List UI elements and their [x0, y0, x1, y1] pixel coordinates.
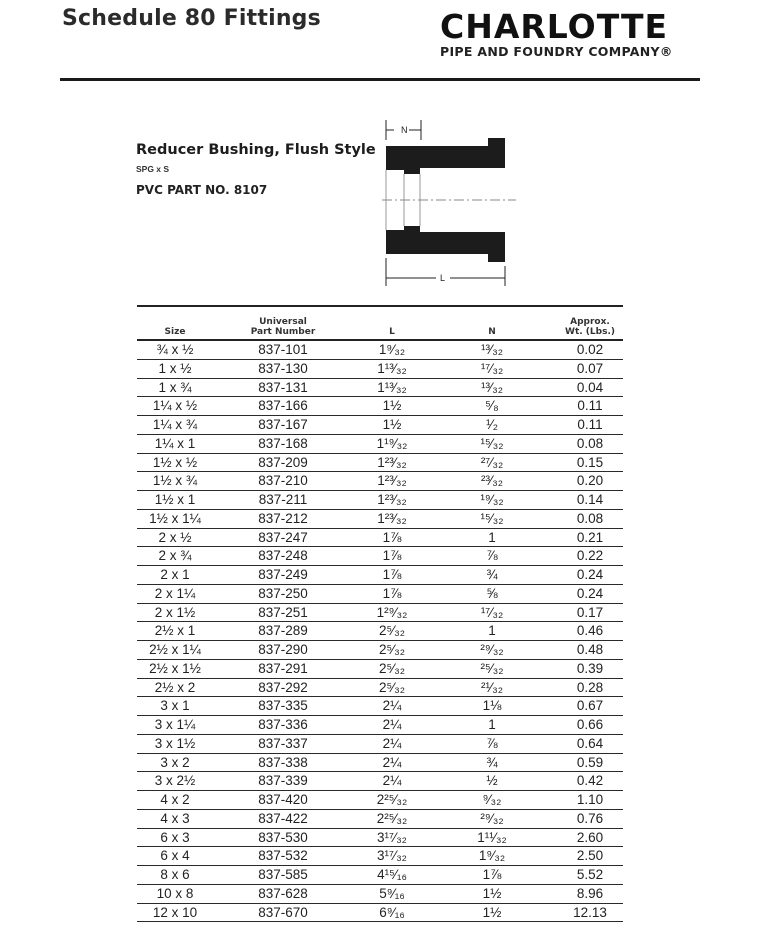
weight-cell: 0.15 [576, 454, 604, 470]
l-cell: 5⁹⁄₁₆ [379, 885, 405, 901]
col-size-header: Size [164, 327, 186, 337]
table-row [137, 454, 623, 473]
table-row [137, 791, 623, 810]
l-cell: 1¹⁹⁄₃₂ [376, 435, 408, 451]
table-header [137, 305, 623, 341]
n-cell: 1⅞ [482, 867, 502, 882]
page-title: Schedule 80 Fittings [62, 6, 321, 31]
l-cell: 2⁵⁄₃₂ [378, 642, 406, 657]
size-cell: 3 x 2 [160, 754, 190, 770]
weight-cell: 0.66 [576, 717, 604, 732]
size-cell: 3 x 1 [160, 698, 190, 714]
l-cell: 1⅞ [382, 529, 402, 545]
size-cell: 2½ x 1½ [149, 660, 201, 676]
part-number-cell: 837-249 [258, 567, 308, 582]
part-number-cell: 837-289 [258, 623, 308, 639]
col-wt-header-line2: Wt. (Lbs.) [565, 327, 615, 337]
n-cell: ⁵⁄₈ [485, 398, 499, 414]
weight-cell: 0.39 [576, 660, 604, 676]
product-name: Reducer Bushing, Flush Style [136, 142, 376, 158]
part-number-cell: 837-585 [258, 867, 308, 882]
product-info [136, 142, 376, 197]
weight-cell: 0.14 [576, 492, 604, 507]
weight-cell: 5.52 [576, 867, 604, 882]
table-row [137, 416, 623, 435]
size-cell: 6 x 3 [160, 829, 190, 845]
l-cell: 2¼ [382, 773, 402, 789]
n-cell: 1 [488, 717, 496, 732]
weight-cell: 0.46 [576, 623, 604, 639]
part-number-cell: 837-628 [258, 885, 308, 901]
size-cell: 1½ x 1 [154, 492, 196, 507]
weight-cell: 0.67 [576, 698, 604, 714]
fitting-drawing [380, 118, 520, 290]
n-cell: ⅞ [486, 735, 498, 751]
size-cell: 1½ x 1¼ [149, 510, 201, 526]
part-number-cell: 837-167 [258, 417, 308, 432]
n-cell: 1¹¹⁄₃₂ [477, 829, 507, 845]
size-cell: 2½ x 2 [154, 679, 196, 695]
part-number-cell: 837-212 [258, 510, 308, 526]
table-row [137, 472, 623, 491]
table-row [137, 716, 623, 735]
l-cell: 1½ [382, 417, 402, 432]
weight-cell: 2.60 [576, 829, 604, 845]
part-number-cell: 837-250 [258, 585, 308, 601]
l-cell: 2²⁵⁄₃₂ [376, 810, 408, 826]
n-cell: 1⅛ [482, 698, 502, 714]
dimensions-table [137, 305, 623, 922]
logo-tagline: PIPE AND FOUNDRY COMPANY® [440, 44, 673, 59]
table-row [137, 379, 623, 398]
size-cell: 1 x ¾ [158, 379, 192, 395]
part-number-cell: 837-338 [258, 754, 308, 770]
part-number-cell: 837-339 [258, 773, 308, 789]
l-cell: 4¹⁵⁄₁₆ [377, 867, 407, 882]
part-number-cell: 837-335 [258, 698, 308, 714]
weight-cell: 0.04 [576, 379, 604, 395]
part-number-cell: 837-209 [258, 454, 308, 470]
table-row [137, 604, 623, 623]
n-cell: ¾ [486, 567, 498, 582]
part-number-cell: 837-292 [258, 679, 308, 695]
table-row [137, 847, 623, 866]
table-row [137, 435, 623, 454]
table-row [137, 904, 623, 923]
n-cell: ²⁹⁄₃₂ [480, 810, 504, 826]
part-number-cell: 837-101 [258, 342, 308, 357]
size-cell: 4 x 2 [160, 792, 190, 807]
part-number-cell: 837-336 [258, 717, 308, 732]
size-cell: 2 x 1 [160, 567, 190, 582]
table-row [137, 660, 623, 679]
l-cell: 1⁹⁄₃₂ [378, 342, 406, 357]
weight-cell: 0.64 [576, 735, 604, 751]
n-cell: 1 [488, 623, 496, 639]
col-part-header-line1: Universal [259, 317, 307, 327]
product-part-number: PVC PART NO. 8107 [136, 183, 268, 197]
l-cell: 1²⁹⁄₃₂ [376, 604, 408, 620]
part-number-cell: 837-168 [258, 435, 308, 451]
table-row [137, 397, 623, 416]
l-cell: 2¼ [382, 698, 402, 714]
n-cell: ¹³⁄₃₂ [481, 342, 503, 357]
weight-cell: 0.07 [576, 360, 604, 376]
table-row [137, 341, 623, 360]
col-wt-header-line1: Approx. [570, 317, 610, 327]
table-row [137, 510, 623, 529]
weight-cell: 0.76 [576, 810, 604, 826]
part-number-cell: 837-210 [258, 473, 308, 489]
n-cell: 1 [488, 529, 496, 545]
table-row [137, 360, 623, 379]
table-row [137, 735, 623, 754]
n-cell: ¹⁵⁄₃₂ [480, 435, 504, 451]
l-cell: 2¼ [382, 735, 402, 751]
dim-l-label: L [440, 273, 446, 283]
size-cell: 2 x ½ [158, 529, 192, 545]
part-number-cell: 837-248 [258, 548, 308, 564]
size-cell: 8 x 6 [160, 867, 190, 882]
weight-cell: 0.59 [576, 754, 604, 770]
header-divider [60, 78, 700, 81]
table-row [137, 754, 623, 773]
l-cell: 2⁵⁄₃₂ [378, 660, 406, 676]
weight-cell: 0.24 [576, 585, 604, 601]
weight-cell: 12.13 [573, 904, 607, 920]
l-cell: 2¼ [382, 754, 402, 770]
table-row [137, 529, 623, 548]
n-cell: ²⁷⁄₃₂ [480, 454, 504, 470]
col-l-header: L [389, 327, 395, 337]
n-cell: ½ [486, 773, 498, 789]
n-cell: ¹⁹⁄₃₂ [480, 492, 504, 507]
table-row [137, 585, 623, 604]
size-cell: ¾ x ½ [156, 342, 194, 357]
n-cell: ¹³⁄₃₂ [481, 379, 503, 395]
logo-wordmark: CHARLOTTE [440, 7, 669, 46]
l-cell: 1¹³⁄₃₂ [377, 379, 407, 395]
weight-cell: 0.02 [576, 342, 604, 357]
l-cell: 3¹⁷⁄₃₂ [377, 829, 407, 845]
weight-cell: 1.10 [576, 792, 604, 807]
table-row [137, 772, 623, 791]
l-cell: 1²³⁄₃₂ [377, 473, 407, 489]
table-row [137, 547, 623, 566]
part-number-cell: 837-130 [258, 360, 308, 376]
table-row [137, 491, 623, 510]
l-cell: 1½ [382, 398, 402, 414]
size-cell: 2 x 1¼ [154, 585, 196, 601]
n-cell: ²⁵⁄₃₂ [480, 660, 504, 676]
weight-cell: 0.22 [576, 548, 604, 564]
weight-cell: 0.08 [576, 435, 604, 451]
weight-cell: 8.96 [576, 885, 604, 901]
table-row [137, 810, 623, 829]
n-cell: ²⁹⁄₃₂ [480, 642, 504, 657]
l-cell: 2²⁵⁄₃₂ [376, 792, 408, 807]
n-cell: ⅝ [486, 585, 498, 601]
n-cell: ¹⁵⁄₃₂ [480, 510, 504, 526]
weight-cell: 0.11 [577, 417, 603, 432]
weight-cell: 0.28 [576, 679, 604, 695]
dim-n-label: N [401, 125, 408, 135]
n-cell: 1½ [482, 904, 502, 920]
weight-cell: 0.24 [576, 567, 604, 582]
part-number-cell: 837-251 [258, 604, 308, 620]
col-wt-header [557, 317, 623, 337]
part-number-cell: 837-291 [258, 660, 308, 676]
size-cell: 1¼ x 1 [154, 435, 196, 451]
l-cell: 1²³⁄₃₂ [377, 510, 407, 526]
table-row [137, 866, 623, 885]
n-cell: 1⁹⁄₃₂ [478, 848, 506, 864]
table-row [137, 885, 623, 904]
size-cell: 6 x 4 [160, 848, 190, 864]
size-cell: 1 x ½ [158, 360, 192, 376]
n-cell: ¹⁷⁄₃₂ [480, 360, 504, 376]
n-cell: ¹⁄₂ [486, 417, 498, 432]
size-cell: 1¼ x ¾ [152, 417, 198, 432]
n-cell: ⁹⁄₃₂ [482, 792, 502, 807]
l-cell: 2⁵⁄₃₂ [378, 623, 406, 639]
l-cell: 6⁹⁄₁₆ [379, 904, 405, 920]
size-cell: 10 x 8 [156, 885, 194, 901]
size-cell: 4 x 3 [160, 810, 190, 826]
part-number-cell: 837-422 [258, 810, 308, 826]
col-n-header: N [488, 327, 496, 337]
l-cell: 1⅞ [382, 585, 402, 601]
size-cell: 3 x 2½ [154, 773, 196, 789]
l-cell: 1²³⁄₃₂ [377, 492, 407, 507]
table-row [137, 622, 623, 641]
size-cell: 3 x 1½ [154, 735, 196, 751]
l-cell: 2⁵⁄₃₂ [378, 679, 406, 695]
part-number-cell: 837-670 [258, 904, 308, 920]
table-row [137, 697, 623, 716]
l-cell: 1²³⁄₃₂ [377, 454, 407, 470]
part-number-cell: 837-420 [258, 792, 308, 807]
weight-cell: 2.50 [576, 848, 604, 864]
size-cell: 3 x 1¼ [154, 717, 196, 732]
table-row [137, 829, 623, 848]
n-cell: ²¹⁄₃₂ [481, 679, 503, 695]
table-row [137, 679, 623, 698]
weight-cell: 0.42 [576, 773, 604, 789]
size-cell: 2 x ¾ [158, 548, 192, 564]
product-spec: SPG x S [136, 164, 170, 174]
part-number-cell: 837-532 [258, 848, 308, 864]
size-cell: 1½ x ¾ [152, 473, 198, 489]
part-number-cell: 837-131 [258, 379, 308, 395]
size-cell: 2½ x 1¼ [149, 642, 201, 657]
l-cell: 2¼ [382, 717, 402, 732]
weight-cell: 0.48 [576, 642, 604, 657]
n-cell: ²³⁄₃₂ [481, 473, 503, 489]
n-cell: ⅞ [486, 548, 498, 564]
weight-cell: 0.08 [576, 510, 604, 526]
size-cell: 2½ x 1 [154, 623, 196, 639]
part-number-cell: 837-530 [258, 829, 308, 845]
part-number-cell: 837-337 [258, 735, 308, 751]
n-cell: 1½ [482, 885, 502, 901]
weight-cell: 0.20 [576, 473, 604, 489]
part-number-cell: 837-247 [258, 529, 308, 545]
part-number-cell: 837-211 [258, 492, 308, 507]
part-number-cell: 837-166 [258, 398, 308, 414]
size-cell: 12 x 10 [152, 904, 198, 920]
part-number-cell: 837-290 [258, 642, 308, 657]
l-cell: 1⅞ [382, 567, 402, 582]
l-cell: 1⅞ [382, 548, 402, 564]
weight-cell: 0.21 [576, 529, 604, 545]
l-cell: 1¹³⁄₃₂ [377, 360, 407, 376]
n-cell: ¹⁷⁄₃₂ [480, 604, 504, 620]
l-cell: 3¹⁷⁄₃₂ [377, 848, 407, 864]
size-cell: 2 x 1½ [154, 604, 196, 620]
size-cell: 1½ x ½ [152, 454, 198, 470]
weight-cell: 0.17 [576, 604, 604, 620]
company-logo [440, 7, 702, 59]
size-cell: 1¼ x ½ [152, 398, 198, 414]
table-row [137, 566, 623, 585]
table-body [137, 341, 623, 922]
weight-cell: 0.11 [577, 398, 603, 414]
col-part-header-line2: Part Number [250, 327, 316, 337]
table-row [137, 641, 623, 660]
col-part-header [245, 317, 321, 337]
n-cell: ¾ [486, 754, 498, 770]
